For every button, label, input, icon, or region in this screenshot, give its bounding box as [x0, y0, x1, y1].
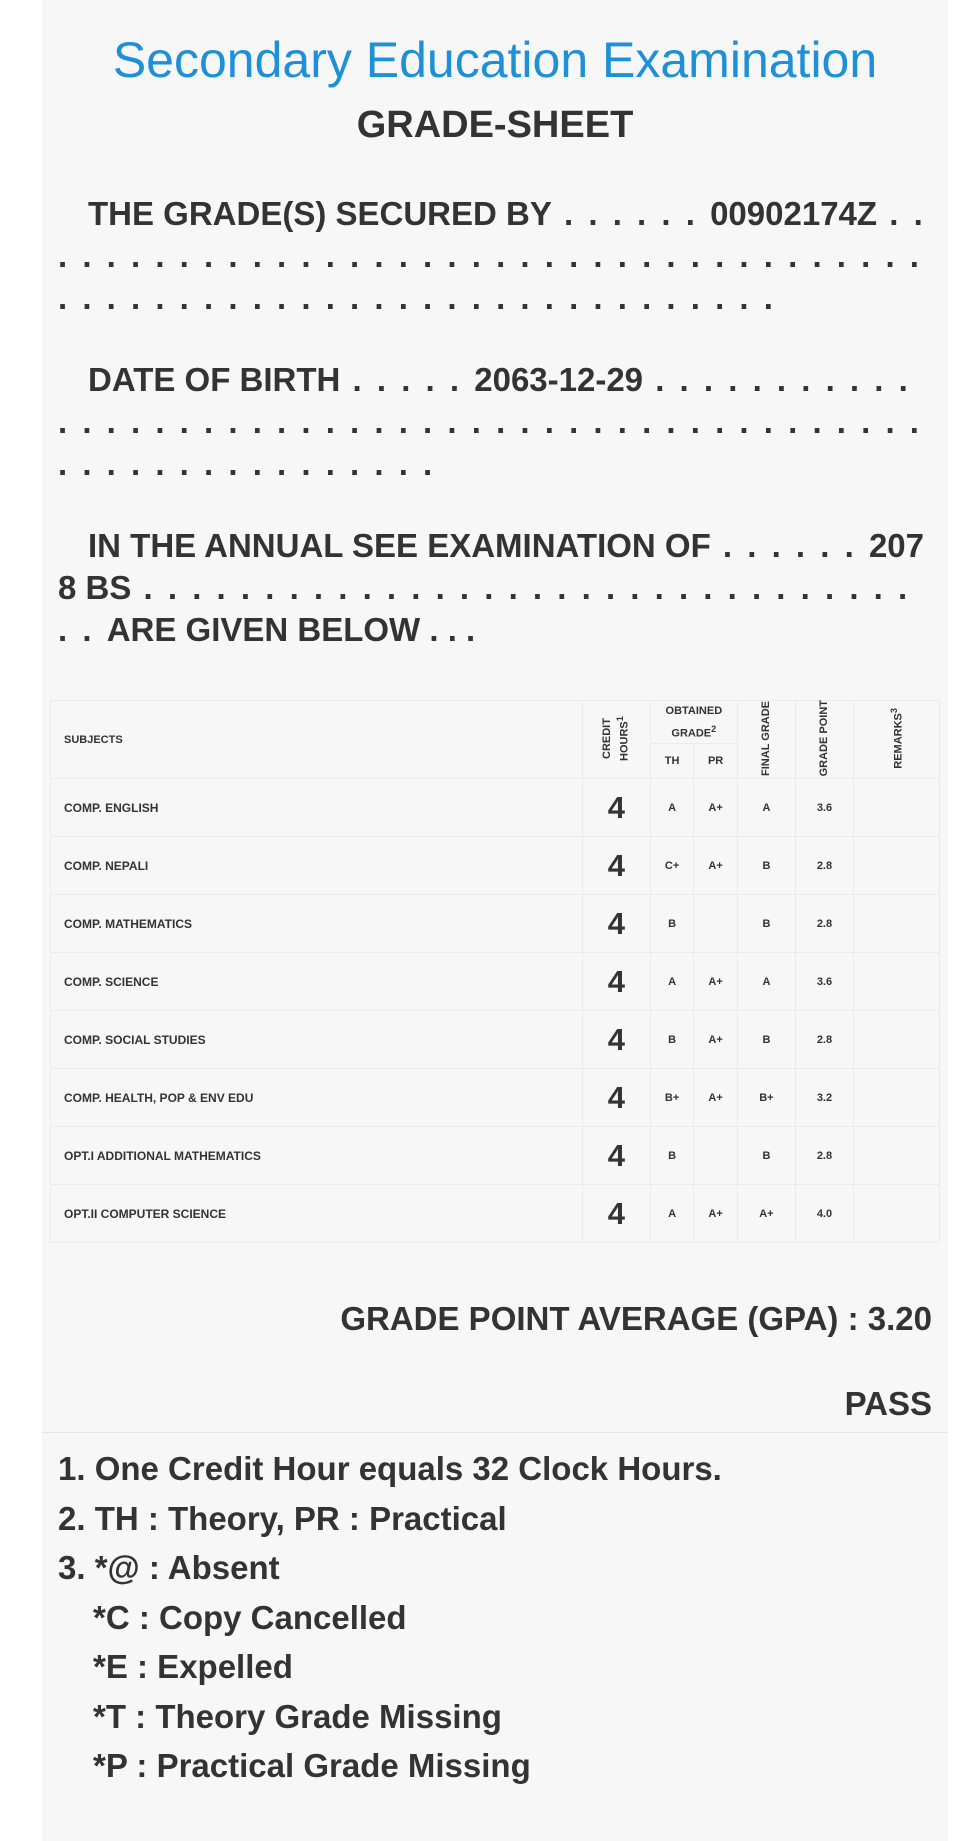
- subject-cell: COMP. SCIENCE: [51, 953, 583, 1011]
- symbol-number: 00902174Z: [710, 195, 878, 232]
- dot-leader: . . . . . . . . . . . . . . . . . . . . . . . . . . . . . . . . . . . . . . . . . . . . . . . . . . . . . . . . . . . . . . .: [58, 361, 922, 482]
- remarks-cell: [853, 1185, 939, 1243]
- remarks-cell: [853, 1127, 939, 1185]
- gpa-line: [340, 1298, 932, 1340]
- pr-cell: A+: [694, 837, 738, 895]
- dob-value: 2063-12-29: [474, 361, 644, 398]
- exam-year: 2078: [58, 527, 925, 606]
- header-remarks: REMARKS$^3$: [853, 701, 939, 779]
- credit-cell: 4: [582, 1127, 650, 1185]
- final-grade-cell: A: [737, 779, 795, 837]
- header-final-grade: FINAL GRADE: [737, 701, 795, 779]
- subject-cell: COMP. ENGLISH: [51, 779, 583, 837]
- header-grade-point: GRADE POINT: [795, 701, 853, 779]
- dot-leader: . . . . . . . . . . . . . . . . . . . . . . . . . . . . . . . . . . . . . . . . . . . . . . . . . . . . . . . . . . . . . . . . . . . .: [58, 195, 926, 316]
- note-item: 2. TH : Theory, PR : Practical: [58, 1499, 507, 1537]
- grade-point-cell: 3.6: [795, 779, 853, 837]
- subject-cell: COMP. NEPALI: [51, 837, 583, 895]
- remarks-cell: [853, 953, 939, 1011]
- notes-list: [58, 1444, 722, 1791]
- th-cell: B+: [650, 1069, 694, 1127]
- th-cell: B: [650, 895, 694, 953]
- exam-label: IN THE ANNUAL SEE EXAMINATION OF: [88, 527, 711, 564]
- grade-sheet-page: [42, 0, 948, 1841]
- th-cell: A: [650, 779, 694, 837]
- note-item: *T : Theory Grade Missing: [93, 1697, 502, 1735]
- final-grade-cell: A+: [737, 1185, 795, 1243]
- grade-point-cell: 2.8: [795, 1127, 853, 1185]
- note-item: *C : Copy Cancelled: [93, 1598, 407, 1636]
- final-grade-cell: B: [737, 1127, 795, 1185]
- pr-cell: A+: [694, 1011, 738, 1069]
- subject-cell: OPT.I ADDITIONAL MATHEMATICS: [51, 1127, 583, 1185]
- note-item: *P : Practical Grade Missing: [93, 1747, 531, 1784]
- credit-cell: 4: [582, 953, 650, 1011]
- dot-leader: . . . . . .: [710, 527, 869, 564]
- th-cell: B: [650, 1127, 694, 1185]
- credit-cell: 4: [582, 779, 650, 837]
- grade-point-cell: 3.2: [795, 1069, 853, 1127]
- pr-cell: A+: [694, 953, 738, 1011]
- note-item: 3. *@ : Absent: [58, 1549, 280, 1586]
- dob-label: DATE OF BIRTH: [88, 361, 341, 398]
- credit-cell: 4: [582, 1011, 650, 1069]
- final-grade-cell: B: [737, 895, 795, 953]
- remarks-cell: [853, 779, 939, 837]
- gpa-value: 3.20: [867, 1300, 932, 1337]
- grade-point-cell: 2.8: [795, 895, 853, 953]
- gpa-label: GRADE POINT AVERAGE (GPA) :: [340, 1300, 859, 1337]
- subject-cell: OPT.II COMPUTER SCIENCE: [51, 1185, 583, 1243]
- th-cell: A: [650, 1185, 694, 1243]
- year-suffix: BS: [85, 569, 132, 606]
- table-row: [51, 895, 940, 953]
- table-row: [51, 1011, 940, 1069]
- header-pr: PR: [694, 744, 738, 779]
- grade-point-cell: 3.6: [795, 953, 853, 1011]
- grade-point-cell: 2.8: [795, 837, 853, 895]
- secured-by-line: [58, 193, 934, 319]
- th-cell: C+: [650, 837, 694, 895]
- dot-leader: . . . . . .: [551, 195, 711, 232]
- remarks-cell: [853, 895, 939, 953]
- final-grade-cell: B+: [737, 1069, 795, 1127]
- table-row: [51, 837, 940, 895]
- page-subtitle: GRADE-SHEET: [356, 104, 634, 146]
- th-cell: A: [650, 953, 694, 1011]
- header-obtained-grade: OBTAINED GRADE$^2$: [650, 701, 737, 744]
- credit-cell: 4: [582, 1069, 650, 1127]
- grade-point-cell: 4.0: [795, 1185, 853, 1243]
- remarks-cell: [853, 1011, 939, 1069]
- pr-cell: A+: [694, 1185, 738, 1243]
- table-row: [51, 953, 940, 1011]
- credit-cell: 4: [582, 895, 650, 953]
- pr-cell: A+: [694, 779, 738, 837]
- subject-cell: COMP. SOCIAL STUDIES: [51, 1011, 583, 1069]
- dob-line: [58, 359, 934, 485]
- table-row: [51, 1127, 940, 1185]
- credit-cell: 4: [582, 837, 650, 895]
- subject-cell: COMP. MATHEMATICS: [51, 895, 583, 953]
- divider: [42, 1432, 948, 1433]
- subject-cell: COMP. HEALTH, POP & ENV EDU: [51, 1069, 583, 1127]
- secured-by-label: THE GRADE(S) SECURED BY: [88, 195, 552, 232]
- header-credit-hours: CREDIT HOURS$^1$: [582, 701, 650, 779]
- table-row: [51, 779, 940, 837]
- credit-cell: 4: [582, 1185, 650, 1243]
- table-row: [51, 1069, 940, 1127]
- final-grade-cell: A: [737, 953, 795, 1011]
- pr-cell: A+: [694, 1069, 738, 1127]
- exam-line: [58, 525, 934, 651]
- header-subjects: SUBJECTS: [51, 701, 583, 779]
- header-th: TH: [650, 744, 694, 779]
- note-item: 1. One Credit Hour equals 32 Clock Hours.: [58, 1450, 722, 1487]
- note-item: *E : Expelled: [93, 1648, 293, 1685]
- remarks-cell: [853, 837, 939, 895]
- table-row: [51, 1185, 940, 1243]
- pr-cell: [694, 1127, 738, 1185]
- th-cell: B: [650, 1011, 694, 1069]
- final-grade-cell: B: [737, 837, 795, 895]
- final-grade-cell: B: [737, 1011, 795, 1069]
- page-title: Secondary Education Examination: [112, 32, 878, 88]
- dot-leader: . . . . . . . . . . . . . . . . . . . . . . . . . . . . . . . . . .: [58, 569, 911, 648]
- pr-cell: [694, 895, 738, 953]
- dot-leader: . . . . .: [340, 361, 475, 398]
- result-status: PASS: [844, 1385, 932, 1422]
- remarks-cell: [853, 1069, 939, 1127]
- grade-point-cell: 2.8: [795, 1011, 853, 1069]
- grades-table: [50, 700, 940, 1243]
- given-below-text: ARE GIVEN BELOW . . .: [106, 611, 476, 648]
